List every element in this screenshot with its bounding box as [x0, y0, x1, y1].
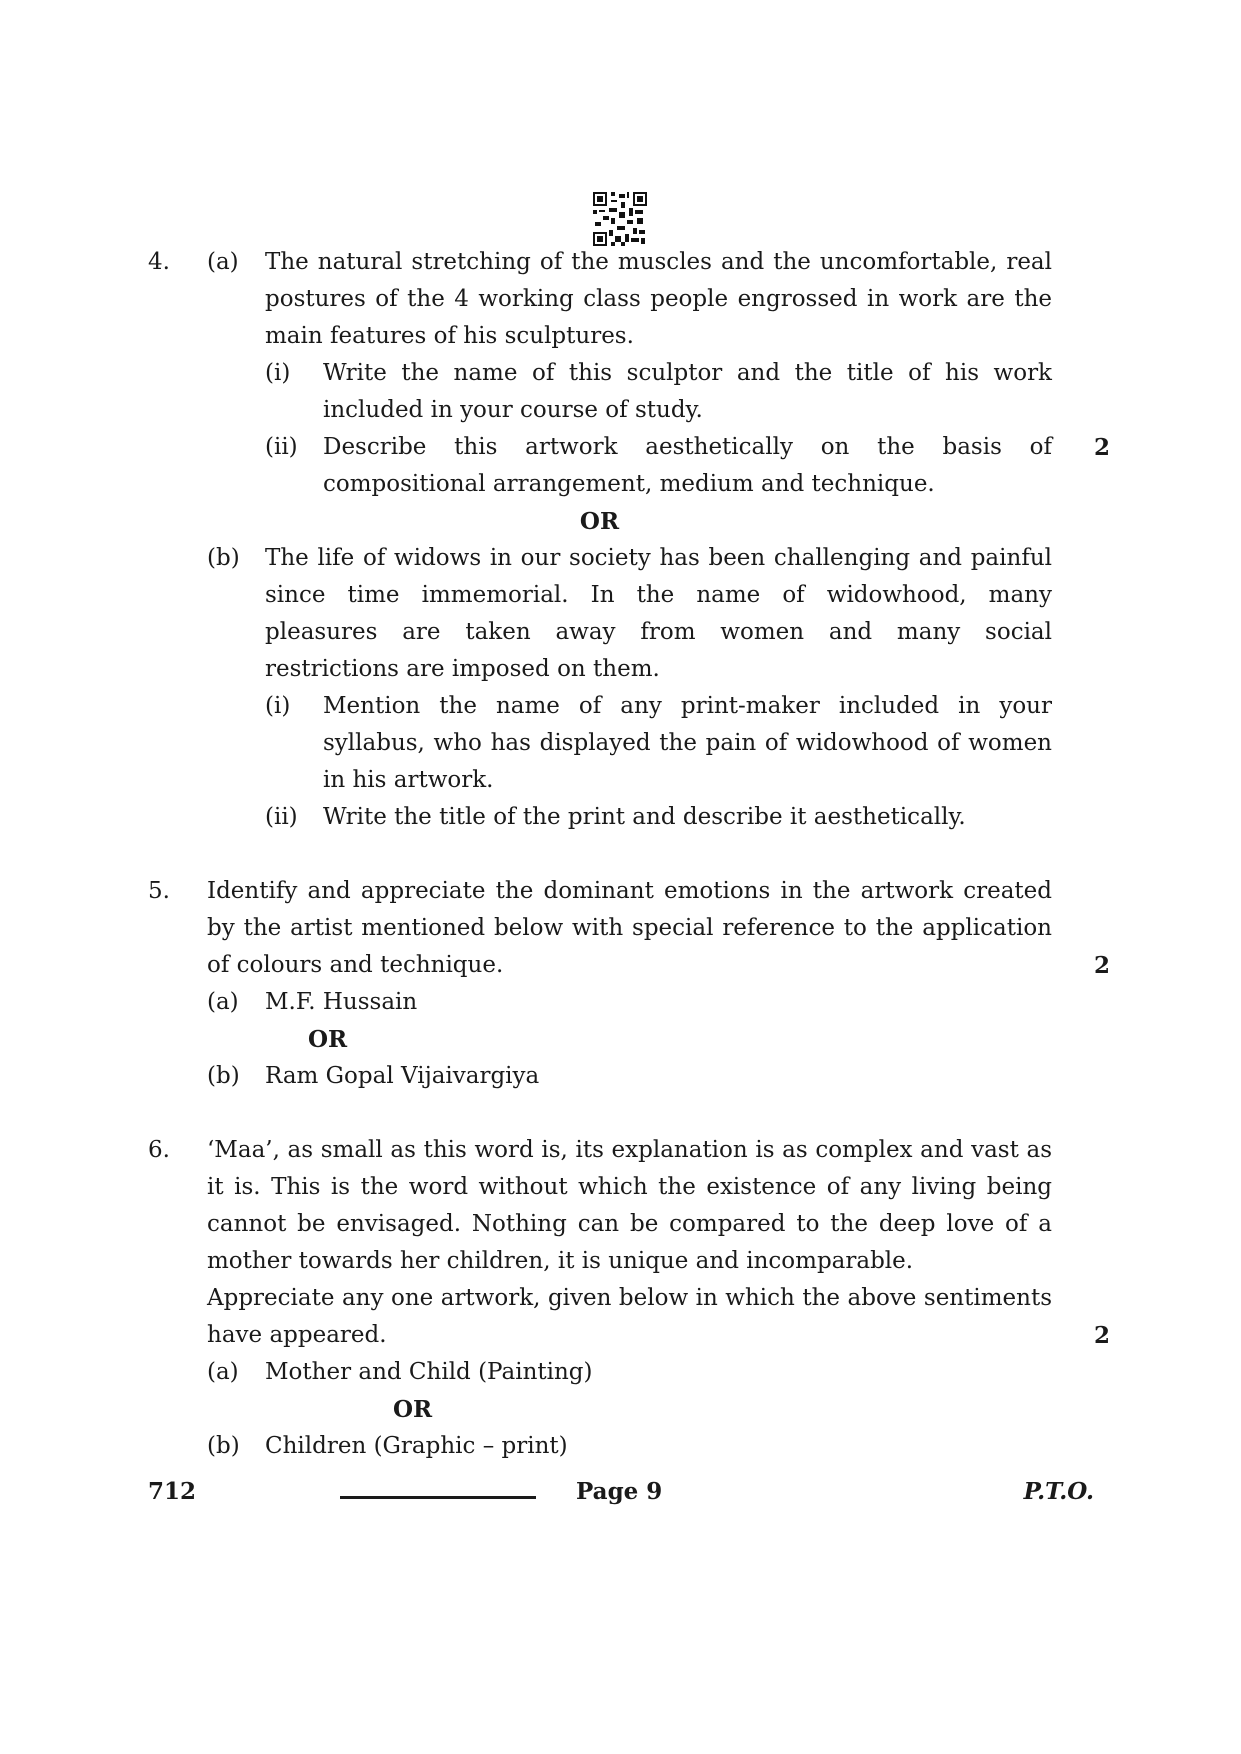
question-6-text: ‘Maa’, as small as this word is, its explanation is as complex and vast as it is. This is the word without which the existence of any living being cannot be envisaged. Nothing can be compared to the deep love of a mother towards her children, it is unique and incomparable. — [207, 1137, 1052, 1274]
part-label: (a) — [207, 1359, 239, 1385]
option-text: Mother and Child (Painting) — [265, 1359, 593, 1385]
option-text: Ram Gopal Vijaivargiya — [265, 1063, 540, 1089]
question-4a-ii — [265, 429, 1110, 503]
question-4a-text: The natural stretching of the muscles and the uncomfortable, real postures of the 4 working class people engrossed in work are the main features of his sculptures. — [265, 249, 1052, 349]
sub-label: (ii) — [265, 434, 298, 460]
page-footer — [148, 1478, 1094, 1518]
part-label: (b) — [207, 545, 240, 571]
question-4b — [207, 540, 1110, 836]
option-text: Children (Graphic – print) — [265, 1433, 568, 1459]
sub-label: (i) — [265, 693, 291, 719]
question-4b-text: The life of widows in our society has been challenging and painful since time immemorial. In the name of widowhood, many pleasures are taken away from women and many social restrictions are imposed on them. — [265, 545, 1052, 682]
question-6 — [148, 1132, 1110, 1465]
sub-label: (ii) — [265, 804, 298, 830]
question-4b-i — [265, 688, 1110, 799]
option-text: M.F. Hussain — [265, 989, 418, 1015]
question-6b — [207, 1428, 1110, 1465]
part-label: (a) — [207, 989, 239, 1015]
question-4b-ii — [265, 799, 1110, 836]
question-4a — [207, 244, 1110, 503]
footer-divider — [340, 1496, 536, 1499]
part-label: (b) — [207, 1063, 240, 1089]
sub-label: (i) — [265, 360, 291, 386]
marks: 2 — [1093, 1322, 1110, 1349]
qr-code-icon — [593, 192, 647, 246]
marks: 2 — [1093, 434, 1110, 461]
question-6-instruction: Appreciate any one artwork, given below in which the above sentiments have appeared. — [207, 1285, 1052, 1348]
question-4a-i — [265, 355, 1110, 429]
paper-code: 712 — [148, 1478, 197, 1505]
question-5a — [207, 984, 1110, 1021]
please-turn-over: P.T.O. — [1023, 1478, 1094, 1505]
question-number: 6. — [148, 1137, 170, 1163]
question-6a — [207, 1354, 1110, 1391]
or-separator: OR — [579, 508, 620, 535]
question-4 — [148, 244, 1110, 836]
or-separator: OR — [393, 1396, 433, 1423]
or-separator: OR — [308, 1026, 348, 1053]
question-5-text: Identify and appreciate the dominant emotions in the artwork created by the artist mentioned below with special reference to the application of colours and technique. — [207, 878, 1052, 978]
questions-content — [148, 244, 1110, 1465]
part-label: (a) — [207, 249, 239, 275]
question-4b-i-text: Mention the name of any print-maker included in your syllabus, who has displayed the pain of widowhood of women in his artwork. — [323, 693, 1052, 793]
question-4a-ii-text: Describe this artwork aesthetically on the basis of compositional arrangement, medium and technique. — [323, 434, 1052, 497]
question-number: 4. — [148, 249, 170, 275]
question-4b-ii-text: Write the title of the print and describe it aesthetically. — [323, 804, 966, 830]
marks: 2 — [1093, 952, 1110, 979]
question-5b — [207, 1058, 1110, 1095]
question-5 — [148, 873, 1110, 1095]
question-number: 5. — [148, 878, 170, 904]
question-4a-i-text: Write the name of this sculptor and the title of his work included in your course of study. — [323, 360, 1052, 423]
page-number: Page 9 — [576, 1478, 663, 1505]
part-label: (b) — [207, 1433, 240, 1459]
